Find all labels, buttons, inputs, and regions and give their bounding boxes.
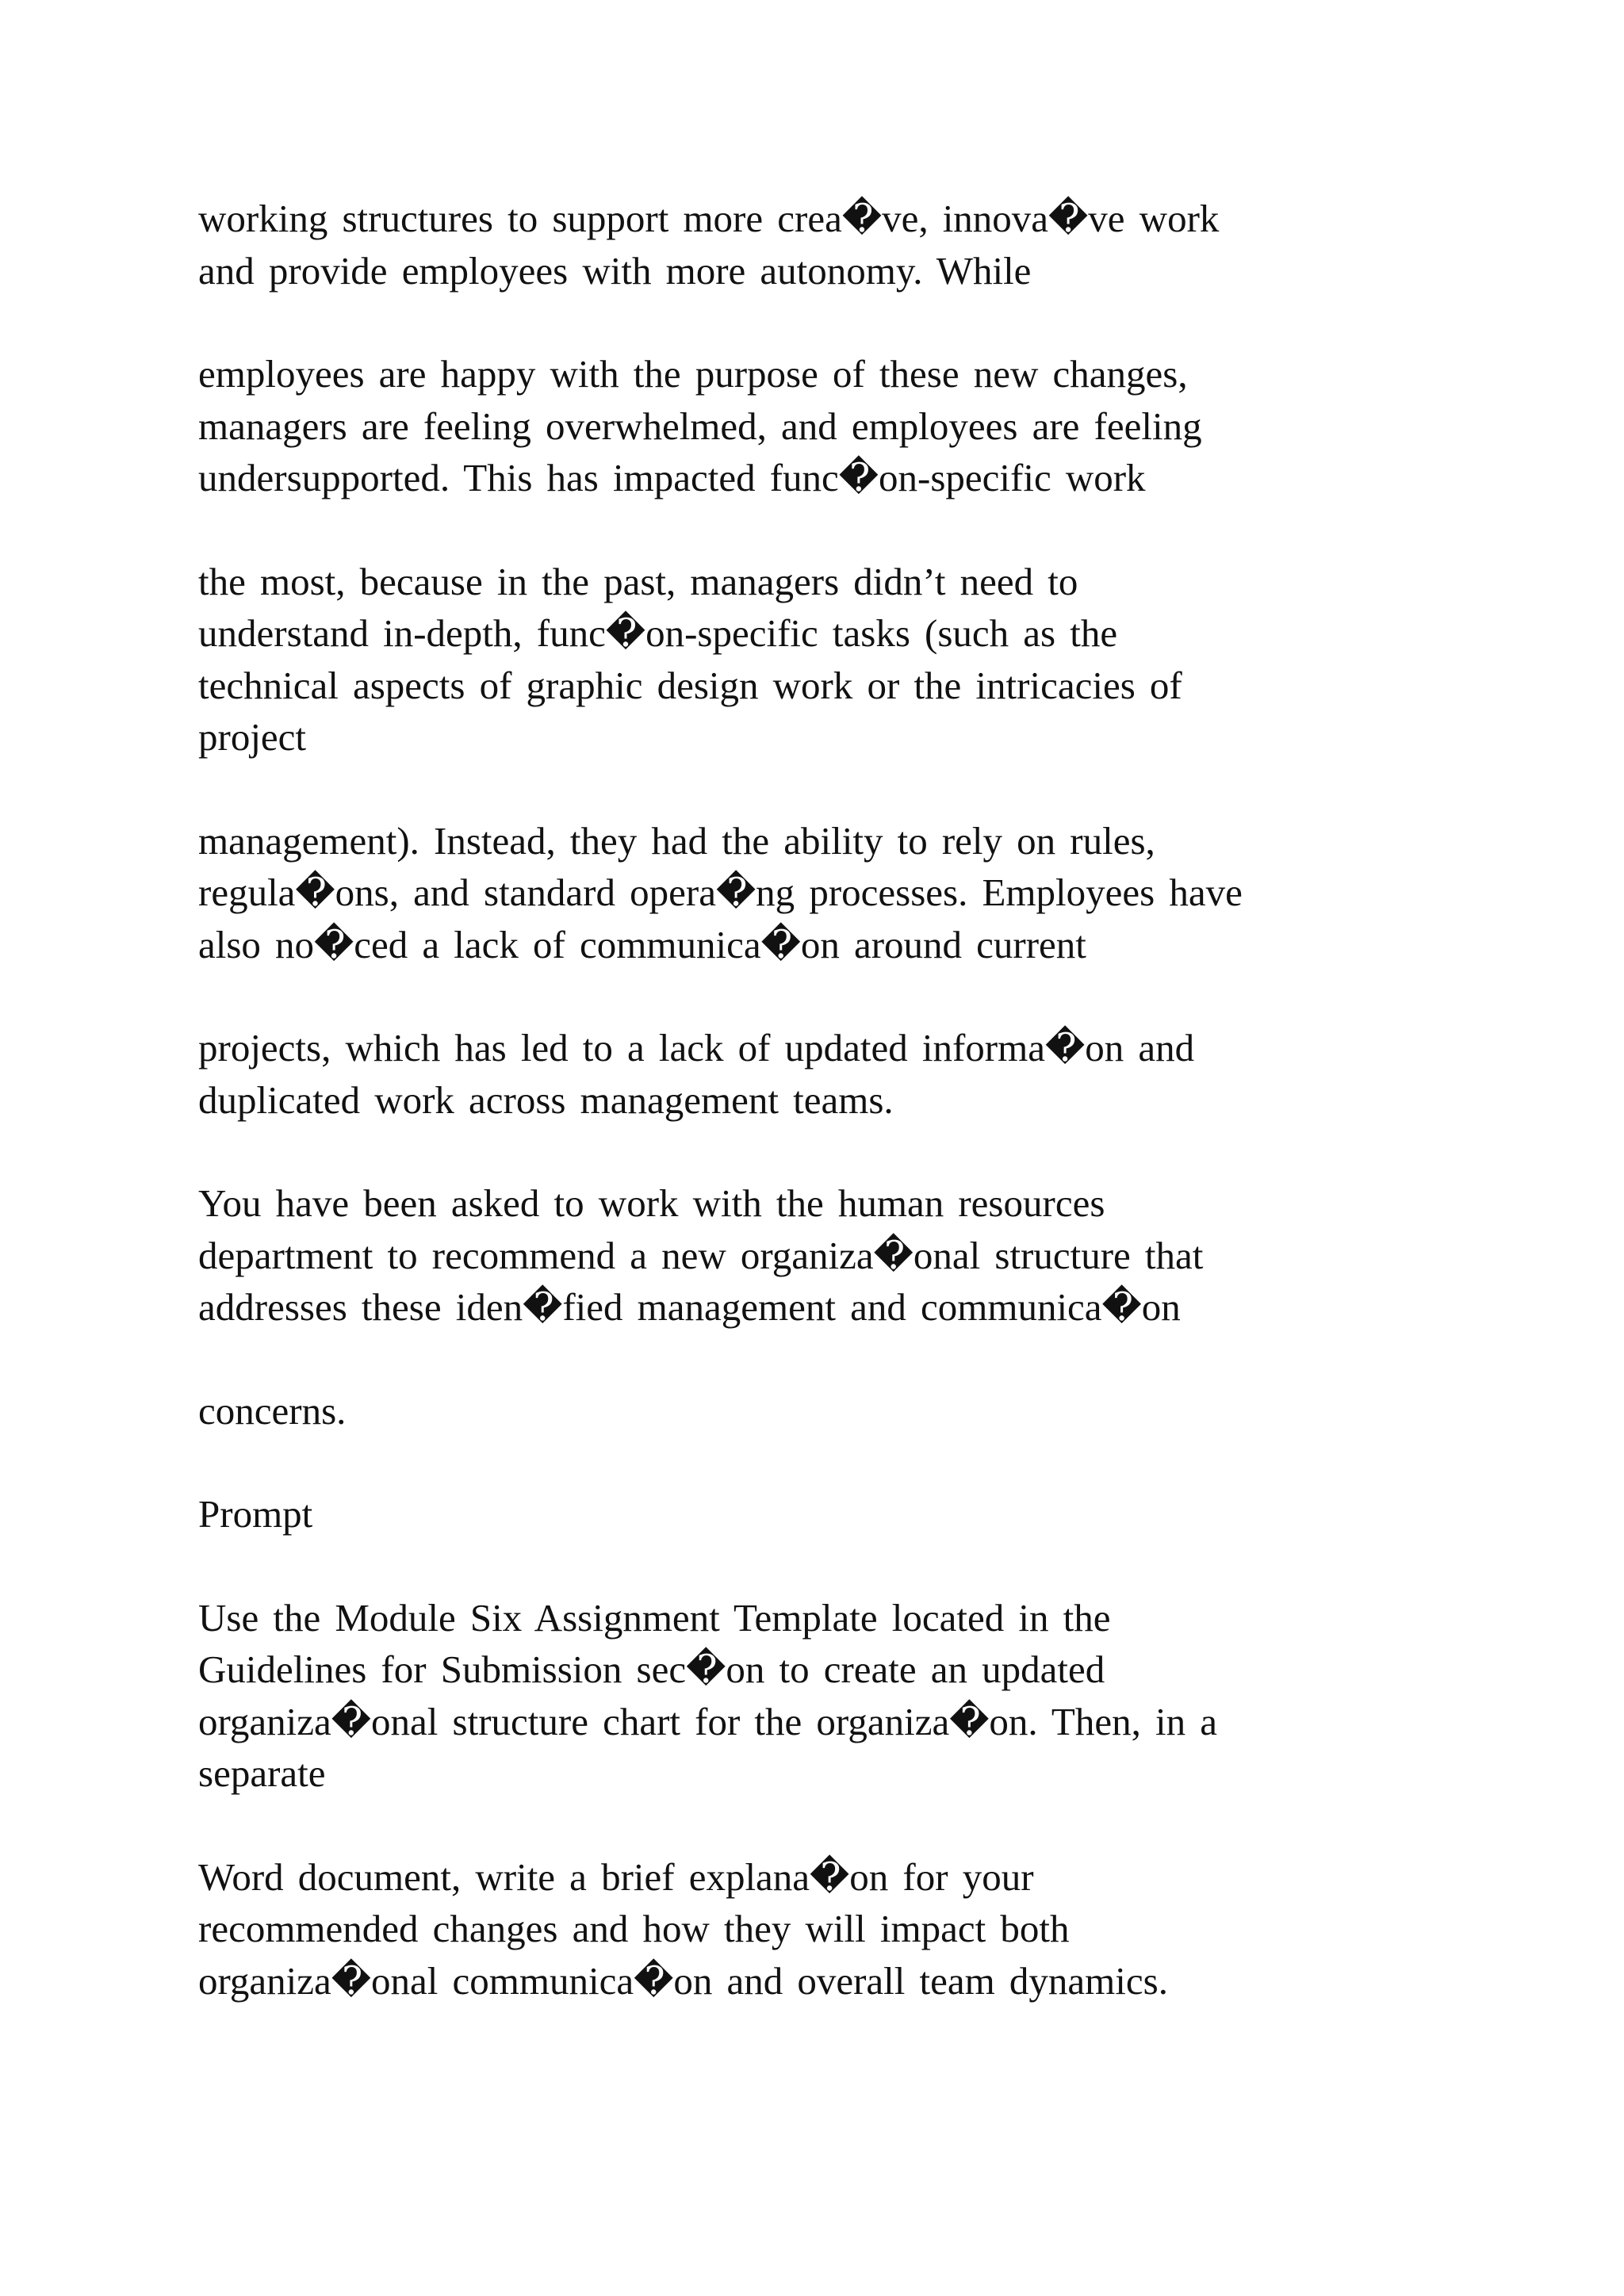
paragraph-4 xyxy=(198,815,1435,971)
text-line: Use the Module Six Assignment Template located in the xyxy=(198,1595,1111,1640)
text-line: the most, because in the past, managers didn’t need to xyxy=(198,559,1078,603)
text-line: understand in-depth, func�on-specific tasks (such as the xyxy=(198,611,1118,655)
paragraph-3 xyxy=(198,556,1435,763)
paragraph-2 xyxy=(198,348,1435,504)
text-line: duplicated work across management teams. xyxy=(198,1077,894,1122)
text-line: also no�ced a lack of communica�on around current xyxy=(198,922,1086,966)
text-line: and provide employees with more autonomy. While xyxy=(198,248,1032,293)
paragraph-5 xyxy=(198,1022,1435,1126)
text-line: Prompt xyxy=(198,1492,313,1536)
text-line: concerns. xyxy=(198,1388,347,1433)
text-line: undersupported. This has impacted func�on-specific work xyxy=(198,456,1146,499)
paragraph-9 xyxy=(198,1592,1435,1800)
text-line: organiza�onal structure chart for the organiza�on. Then, in a xyxy=(198,1699,1217,1743)
text-line: projects, which has led to a lack of updated informa�on and xyxy=(198,1026,1195,1070)
text-line: You have been asked to work with the human resources xyxy=(198,1181,1105,1225)
text-line: Word document, write a brief explana�on for your xyxy=(198,1854,1034,1899)
paragraph-10 xyxy=(198,1851,1435,2007)
text-line: management). Instead, they had the ability to rely on rules, xyxy=(198,818,1155,863)
section-heading-prompt xyxy=(198,1488,1435,1540)
text-line: department to recommend a new organiza�onal structure that xyxy=(198,1233,1204,1277)
text-line: recommended changes and how they will impact both xyxy=(198,1907,1070,1950)
document-body xyxy=(198,193,1435,2058)
text-line: separate xyxy=(198,1751,326,1795)
text-line: Guidelines for Submission sec�on to create an updated xyxy=(198,1647,1105,1691)
text-line: addresses these iden�fied management and communica�on xyxy=(198,1285,1181,1329)
text-line: employees are happy with the purpose of these new changes, xyxy=(198,352,1188,396)
text-line: project xyxy=(198,715,307,759)
text-line: organiza�onal communica�on and overall team dynamics. xyxy=(198,1958,1168,2003)
text-line: managers are feeling overwhelmed, and employees are feeling xyxy=(198,404,1202,448)
text-line: technical aspects of graphic design work or the intricacies of xyxy=(198,663,1182,707)
text-line: working structures to support more crea�ve, innova�ve work xyxy=(198,197,1220,240)
paragraph-1 xyxy=(198,193,1435,297)
text-line: regula�ons, and standard opera�ng processes. Employees have xyxy=(198,871,1243,914)
paragraph-6 xyxy=(198,1177,1435,1334)
paragraph-7 xyxy=(198,1385,1435,1437)
